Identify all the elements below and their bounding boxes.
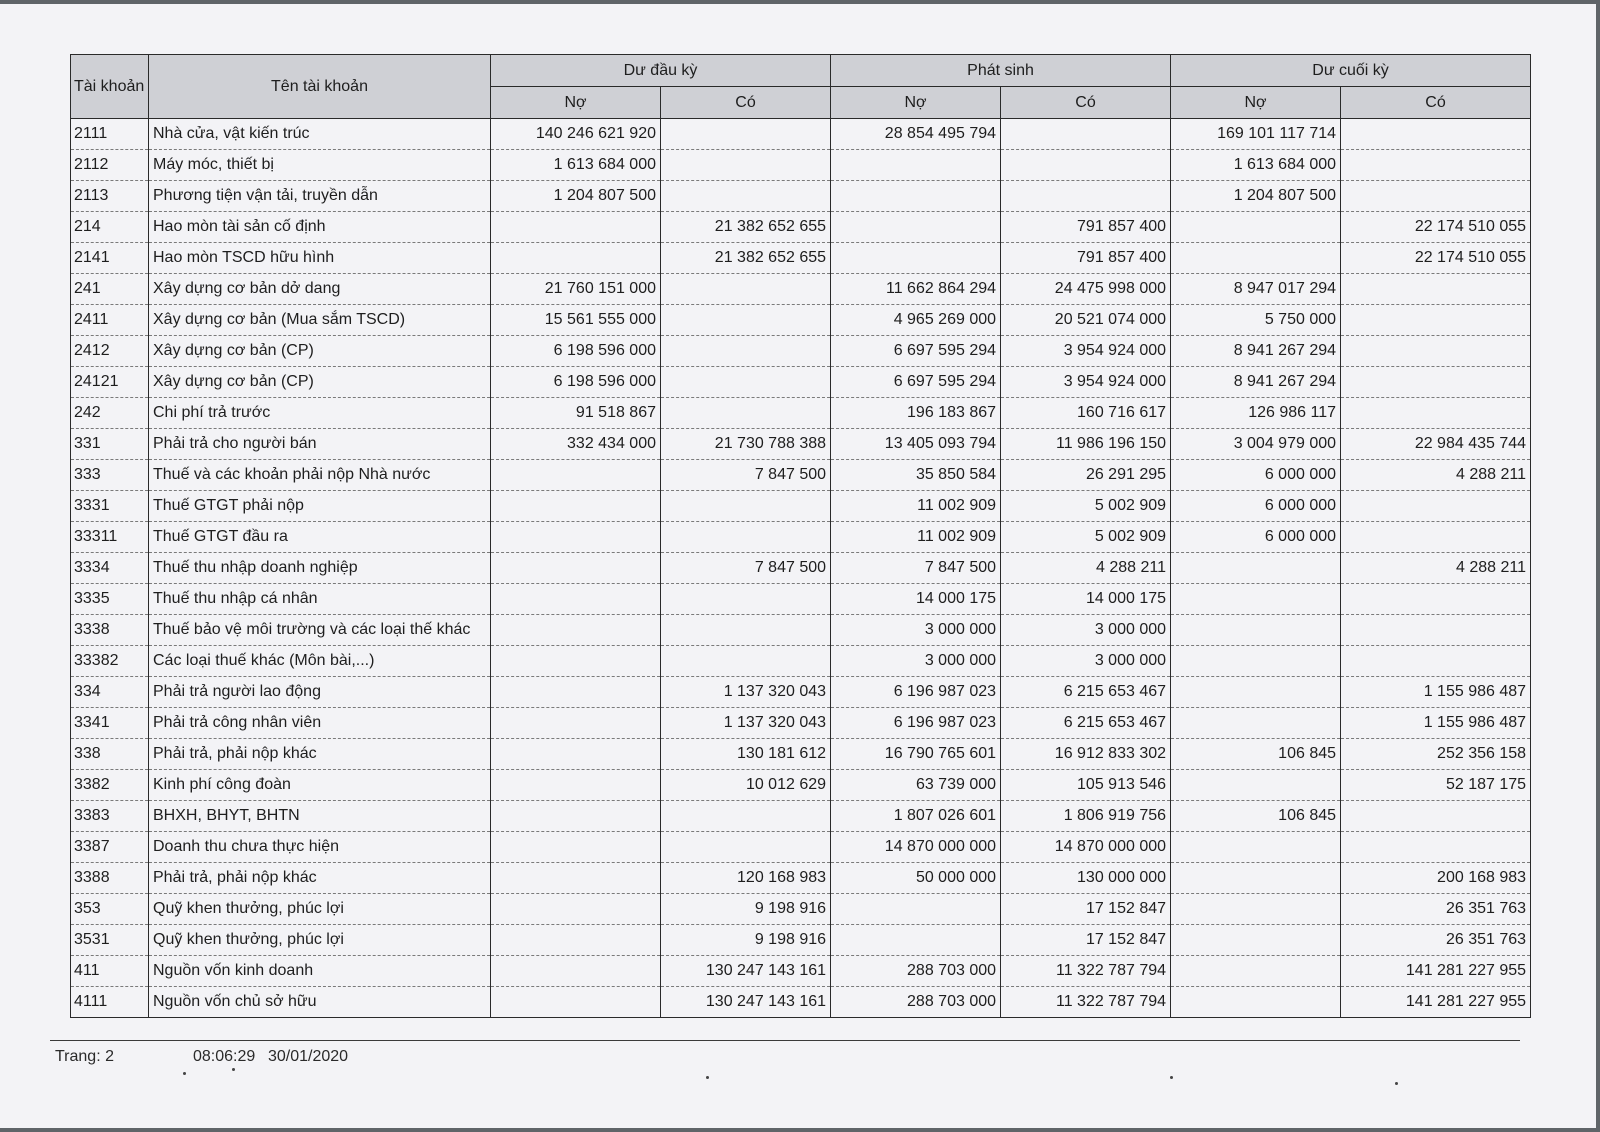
closing-credit — [1341, 150, 1531, 181]
opening-debit — [491, 677, 661, 708]
account-code: 3334 — [71, 553, 149, 584]
closing-credit: 52 187 175 — [1341, 770, 1531, 801]
account-code: 3388 — [71, 863, 149, 894]
table-row — [71, 491, 1531, 522]
transactions-debit: 63 739 000 — [831, 770, 1001, 801]
opening-credit: 130 247 143 161 — [661, 956, 831, 987]
transactions-credit: 3 954 924 000 — [1001, 367, 1171, 398]
account-code: 2412 — [71, 336, 149, 367]
table-row — [71, 150, 1531, 181]
account-name: Phương tiện vận tải, truyền dẫn — [149, 181, 491, 212]
closing-debit — [1171, 212, 1341, 243]
transactions-credit — [1001, 150, 1171, 181]
closing-debit — [1171, 863, 1341, 894]
table-row — [71, 336, 1531, 367]
account-name: Phải trả, phải nộp khác — [149, 739, 491, 770]
account-name: Thuế thu nhập cá nhân — [149, 584, 491, 615]
opening-credit: 9 198 916 — [661, 925, 831, 956]
table-row — [71, 274, 1531, 305]
closing-credit: 22 984 435 744 — [1341, 429, 1531, 460]
table-row — [71, 553, 1531, 584]
account-code: 3335 — [71, 584, 149, 615]
transactions-credit: 11 986 196 150 — [1001, 429, 1171, 460]
opening-debit: 15 561 555 000 — [491, 305, 661, 336]
table-row — [71, 863, 1531, 894]
closing-debit: 169 101 117 714 — [1171, 119, 1341, 150]
opening-debit — [491, 863, 661, 894]
header-transactions-credit: Có — [1001, 87, 1171, 119]
opening-debit: 140 246 621 920 — [491, 119, 661, 150]
closing-debit: 8 941 267 294 — [1171, 367, 1341, 398]
account-code: 411 — [71, 956, 149, 987]
transactions-debit — [831, 243, 1001, 274]
account-name: BHXH, BHYT, BHTN — [149, 801, 491, 832]
transactions-debit: 6 697 595 294 — [831, 336, 1001, 367]
closing-credit — [1341, 181, 1531, 212]
account-name: Phải trả công nhân viên — [149, 708, 491, 739]
account-code: 2111 — [71, 119, 149, 150]
opening-debit — [491, 522, 661, 553]
closing-debit — [1171, 243, 1341, 274]
account-code: 3382 — [71, 770, 149, 801]
transactions-debit: 14 000 175 — [831, 584, 1001, 615]
account-code: 24121 — [71, 367, 149, 398]
table-body — [71, 119, 1531, 1018]
account-name: Xây dựng cơ bản dở dang — [149, 274, 491, 305]
closing-credit: 22 174 510 055 — [1341, 212, 1531, 243]
opening-credit — [661, 584, 831, 615]
account-code: 3383 — [71, 801, 149, 832]
opening-credit: 10 012 629 — [661, 770, 831, 801]
transactions-debit: 1 807 026 601 — [831, 801, 1001, 832]
table-row — [71, 646, 1531, 677]
print-date: 30/01/2020 — [268, 1048, 349, 1065]
opening-credit: 7 847 500 — [661, 553, 831, 584]
account-code: 331 — [71, 429, 149, 460]
document-page — [0, 4, 1596, 1128]
transactions-debit: 7 847 500 — [831, 553, 1001, 584]
opening-debit — [491, 553, 661, 584]
scan-speck — [1170, 1076, 1173, 1079]
scan-speck — [183, 1072, 186, 1075]
footer-divider — [50, 1040, 1520, 1041]
table-row — [71, 460, 1531, 491]
transactions-credit: 5 002 909 — [1001, 491, 1171, 522]
opening-credit — [661, 832, 831, 863]
opening-debit — [491, 708, 661, 739]
closing-credit: 141 281 227 955 — [1341, 987, 1531, 1018]
account-code: 333 — [71, 460, 149, 491]
opening-debit — [491, 615, 661, 646]
account-name: Chi phí trả trước — [149, 398, 491, 429]
transactions-debit: 288 703 000 — [831, 956, 1001, 987]
transactions-credit: 791 857 400 — [1001, 212, 1171, 243]
opening-debit — [491, 584, 661, 615]
opening-debit — [491, 925, 661, 956]
table-row — [71, 305, 1531, 336]
opening-debit: 332 434 000 — [491, 429, 661, 460]
account-name: Nguồn vốn kinh doanh — [149, 956, 491, 987]
table-row — [71, 243, 1531, 274]
transactions-debit: 3 000 000 — [831, 646, 1001, 677]
transactions-credit: 791 857 400 — [1001, 243, 1171, 274]
transactions-debit: 288 703 000 — [831, 987, 1001, 1018]
trial-balance-table — [70, 54, 1531, 1018]
transactions-debit: 14 870 000 000 — [831, 832, 1001, 863]
opening-credit — [661, 491, 831, 522]
transactions-credit: 1 806 919 756 — [1001, 801, 1171, 832]
opening-debit — [491, 243, 661, 274]
closing-credit — [1341, 336, 1531, 367]
closing-credit: 1 155 986 487 — [1341, 677, 1531, 708]
table-row — [71, 367, 1531, 398]
account-code: 3338 — [71, 615, 149, 646]
closing-debit: 1 613 684 000 — [1171, 150, 1341, 181]
opening-debit: 6 198 596 000 — [491, 367, 661, 398]
account-code: 3331 — [71, 491, 149, 522]
opening-debit — [491, 646, 661, 677]
closing-debit — [1171, 770, 1341, 801]
transactions-credit: 17 152 847 — [1001, 894, 1171, 925]
table-row — [71, 739, 1531, 770]
transactions-debit: 6 697 595 294 — [831, 367, 1001, 398]
opening-debit: 1 613 684 000 — [491, 150, 661, 181]
table-row — [71, 832, 1531, 863]
transactions-credit: 14 000 175 — [1001, 584, 1171, 615]
account-name: Thuế GTGT phải nộp — [149, 491, 491, 522]
account-code: 4111 — [71, 987, 149, 1018]
header-row-top — [71, 55, 1531, 87]
header-account-name: Tên tài khoản — [149, 55, 491, 119]
transactions-debit: 28 854 495 794 — [831, 119, 1001, 150]
transactions-debit: 16 790 765 601 — [831, 739, 1001, 770]
closing-credit: 1 155 986 487 — [1341, 708, 1531, 739]
opening-debit — [491, 739, 661, 770]
account-name: Xây dựng cơ bản (CP) — [149, 367, 491, 398]
opening-credit — [661, 119, 831, 150]
opening-credit — [661, 181, 831, 212]
closing-credit — [1341, 398, 1531, 429]
transactions-debit: 4 965 269 000 — [831, 305, 1001, 336]
header-opening-credit: Có — [661, 87, 831, 119]
account-name: Phải trả cho người bán — [149, 429, 491, 460]
closing-debit: 3 004 979 000 — [1171, 429, 1341, 460]
transactions-credit: 6 215 653 467 — [1001, 677, 1171, 708]
closing-debit: 1 204 807 500 — [1171, 181, 1341, 212]
opening-credit — [661, 801, 831, 832]
header-closing-credit: Có — [1341, 87, 1531, 119]
page-number: Trang: 2 — [55, 1048, 114, 1065]
opening-credit: 120 168 983 — [661, 863, 831, 894]
table-row — [71, 925, 1531, 956]
account-name: Phải trả người lao động — [149, 677, 491, 708]
closing-credit: 26 351 763 — [1341, 925, 1531, 956]
closing-credit — [1341, 522, 1531, 553]
transactions-debit — [831, 181, 1001, 212]
table-row — [71, 987, 1531, 1018]
transactions-credit: 5 002 909 — [1001, 522, 1171, 553]
transactions-debit: 13 405 093 794 — [831, 429, 1001, 460]
closing-debit — [1171, 646, 1341, 677]
closing-debit: 6 000 000 — [1171, 491, 1341, 522]
header-opening-balance: Dư đầu kỳ — [491, 55, 831, 87]
transactions-credit: 11 322 787 794 — [1001, 956, 1171, 987]
transactions-debit: 3 000 000 — [831, 615, 1001, 646]
transactions-credit: 3 000 000 — [1001, 646, 1171, 677]
opening-credit: 9 198 916 — [661, 894, 831, 925]
closing-debit: 126 986 117 — [1171, 398, 1341, 429]
account-code: 242 — [71, 398, 149, 429]
table-row — [71, 956, 1531, 987]
account-name: Xây dựng cơ bản (CP) — [149, 336, 491, 367]
account-name: Quỹ khen thưởng, phúc lợi — [149, 925, 491, 956]
account-name: Phải trả, phải nộp khác — [149, 863, 491, 894]
closing-debit — [1171, 584, 1341, 615]
transactions-credit — [1001, 181, 1171, 212]
opening-credit — [661, 522, 831, 553]
opening-credit: 7 847 500 — [661, 460, 831, 491]
account-name: Doanh thu chưa thực hiện — [149, 832, 491, 863]
transactions-credit: 6 215 653 467 — [1001, 708, 1171, 739]
closing-debit: 8 941 267 294 — [1171, 336, 1341, 367]
closing-debit: 8 947 017 294 — [1171, 274, 1341, 305]
account-name: Máy móc, thiết bị — [149, 150, 491, 181]
transactions-credit — [1001, 119, 1171, 150]
opening-credit: 1 137 320 043 — [661, 708, 831, 739]
table-row — [71, 770, 1531, 801]
transactions-credit: 20 521 074 000 — [1001, 305, 1171, 336]
opening-debit — [491, 212, 661, 243]
closing-credit — [1341, 367, 1531, 398]
account-name: Thuế thu nhập doanh nghiệp — [149, 553, 491, 584]
closing-credit — [1341, 491, 1531, 522]
transactions-credit: 24 475 998 000 — [1001, 274, 1171, 305]
account-code: 338 — [71, 739, 149, 770]
account-code: 214 — [71, 212, 149, 243]
account-code: 353 — [71, 894, 149, 925]
account-code: 2113 — [71, 181, 149, 212]
account-name: Quỹ khen thưởng, phúc lợi — [149, 894, 491, 925]
transactions-debit: 6 196 987 023 — [831, 708, 1001, 739]
account-name: Hao mòn tài sản cố định — [149, 212, 491, 243]
opening-debit: 91 518 867 — [491, 398, 661, 429]
table-row — [71, 801, 1531, 832]
transactions-credit: 26 291 295 — [1001, 460, 1171, 491]
header-transactions: Phát sinh — [831, 55, 1171, 87]
header-closing-debit: Nợ — [1171, 87, 1341, 119]
opening-credit — [661, 367, 831, 398]
closing-credit — [1341, 832, 1531, 863]
opening-debit — [491, 956, 661, 987]
closing-debit — [1171, 677, 1341, 708]
closing-debit — [1171, 553, 1341, 584]
account-code: 33382 — [71, 646, 149, 677]
opening-debit — [491, 801, 661, 832]
opening-credit: 21 382 652 655 — [661, 243, 831, 274]
account-code: 2141 — [71, 243, 149, 274]
opening-credit: 1 137 320 043 — [661, 677, 831, 708]
transactions-credit: 160 716 617 — [1001, 398, 1171, 429]
opening-credit — [661, 305, 831, 336]
closing-credit — [1341, 646, 1531, 677]
table-row — [71, 212, 1531, 243]
account-name: Các loại thuế khác (Môn bài,...) — [149, 646, 491, 677]
opening-credit — [661, 150, 831, 181]
print-time: 08:06:29 — [193, 1048, 256, 1065]
closing-debit: 106 845 — [1171, 801, 1341, 832]
table-row — [71, 119, 1531, 150]
transactions-credit: 11 322 787 794 — [1001, 987, 1171, 1018]
closing-credit — [1341, 305, 1531, 336]
opening-credit — [661, 646, 831, 677]
closing-debit — [1171, 708, 1341, 739]
opening-debit: 21 760 151 000 — [491, 274, 661, 305]
opening-debit — [491, 894, 661, 925]
closing-credit: 4 288 211 — [1341, 553, 1531, 584]
transactions-credit: 17 152 847 — [1001, 925, 1171, 956]
opening-debit — [491, 460, 661, 491]
closing-credit — [1341, 615, 1531, 646]
transactions-credit: 3 954 924 000 — [1001, 336, 1171, 367]
table-row — [71, 677, 1531, 708]
closing-debit — [1171, 832, 1341, 863]
transactions-debit: 6 196 987 023 — [831, 677, 1001, 708]
scan-speck — [1395, 1082, 1398, 1085]
account-name: Nhà cửa, vật kiến trúc — [149, 119, 491, 150]
transactions-credit: 105 913 546 — [1001, 770, 1171, 801]
opening-credit: 130 247 143 161 — [661, 987, 831, 1018]
opening-credit — [661, 274, 831, 305]
table-row — [71, 398, 1531, 429]
closing-debit: 6 000 000 — [1171, 522, 1341, 553]
transactions-credit: 4 288 211 — [1001, 553, 1171, 584]
opening-debit — [491, 491, 661, 522]
transactions-debit: 11 662 864 294 — [831, 274, 1001, 305]
table-row — [71, 522, 1531, 553]
opening-credit: 21 382 652 655 — [661, 212, 831, 243]
opening-credit — [661, 336, 831, 367]
table-row — [71, 584, 1531, 615]
transactions-credit: 16 912 833 302 — [1001, 739, 1171, 770]
closing-credit — [1341, 119, 1531, 150]
opening-credit — [661, 398, 831, 429]
account-name: Thuế và các khoản phải nộp Nhà nước — [149, 460, 491, 491]
transactions-debit: 196 183 867 — [831, 398, 1001, 429]
scan-speck — [706, 1076, 709, 1079]
closing-debit — [1171, 925, 1341, 956]
opening-debit — [491, 987, 661, 1018]
closing-credit — [1341, 801, 1531, 832]
opening-debit — [491, 832, 661, 863]
transactions-debit — [831, 212, 1001, 243]
header-account: Tài khoản — [71, 55, 149, 119]
closing-credit: 141 281 227 955 — [1341, 956, 1531, 987]
account-code: 334 — [71, 677, 149, 708]
opening-credit — [661, 615, 831, 646]
closing-debit: 106 845 — [1171, 739, 1341, 770]
closing-credit — [1341, 274, 1531, 305]
closing-credit: 26 351 763 — [1341, 894, 1531, 925]
opening-debit: 6 198 596 000 — [491, 336, 661, 367]
header-transactions-debit: Nợ — [831, 87, 1001, 119]
table-row — [71, 181, 1531, 212]
account-code: 2112 — [71, 150, 149, 181]
closing-credit — [1341, 584, 1531, 615]
closing-credit: 4 288 211 — [1341, 460, 1531, 491]
opening-credit: 130 181 612 — [661, 739, 831, 770]
closing-debit — [1171, 956, 1341, 987]
account-name: Kinh phí công đoàn — [149, 770, 491, 801]
transactions-debit: 11 002 909 — [831, 491, 1001, 522]
opening-debit — [491, 770, 661, 801]
transactions-debit: 11 002 909 — [831, 522, 1001, 553]
header-closing-balance: Dư cuối kỳ — [1171, 55, 1531, 87]
account-code: 3341 — [71, 708, 149, 739]
transactions-debit — [831, 894, 1001, 925]
account-name: Thuế GTGT đầu ra — [149, 522, 491, 553]
opening-credit: 21 730 788 388 — [661, 429, 831, 460]
transactions-debit — [831, 925, 1001, 956]
closing-debit — [1171, 615, 1341, 646]
scan-speck — [232, 1068, 235, 1071]
account-code: 241 — [71, 274, 149, 305]
transactions-debit: 50 000 000 — [831, 863, 1001, 894]
table-row — [71, 894, 1531, 925]
account-code: 33311 — [71, 522, 149, 553]
account-code: 3531 — [71, 925, 149, 956]
table-row — [71, 708, 1531, 739]
closing-debit: 6 000 000 — [1171, 460, 1341, 491]
account-code: 2411 — [71, 305, 149, 336]
header-opening-debit: Nợ — [491, 87, 661, 119]
closing-credit: 200 168 983 — [1341, 863, 1531, 894]
transactions-debit — [831, 150, 1001, 181]
transactions-debit: 35 850 584 — [831, 460, 1001, 491]
table-row — [71, 429, 1531, 460]
account-name: Hao mòn TSCD hữu hình — [149, 243, 491, 274]
account-name: Nguồn vốn chủ sở hữu — [149, 987, 491, 1018]
transactions-credit: 14 870 000 000 — [1001, 832, 1171, 863]
table-row — [71, 615, 1531, 646]
closing-debit: 5 750 000 — [1171, 305, 1341, 336]
closing-credit: 22 174 510 055 — [1341, 243, 1531, 274]
transactions-credit: 130 000 000 — [1001, 863, 1171, 894]
account-name: Thuế bảo vệ môi trường và các loại thế khác — [149, 615, 491, 646]
closing-debit — [1171, 987, 1341, 1018]
account-code: 3387 — [71, 832, 149, 863]
closing-debit — [1171, 894, 1341, 925]
opening-debit: 1 204 807 500 — [491, 181, 661, 212]
transactions-credit: 3 000 000 — [1001, 615, 1171, 646]
closing-credit: 252 356 158 — [1341, 739, 1531, 770]
account-name: Xây dựng cơ bản (Mua sắm TSCD) — [149, 305, 491, 336]
